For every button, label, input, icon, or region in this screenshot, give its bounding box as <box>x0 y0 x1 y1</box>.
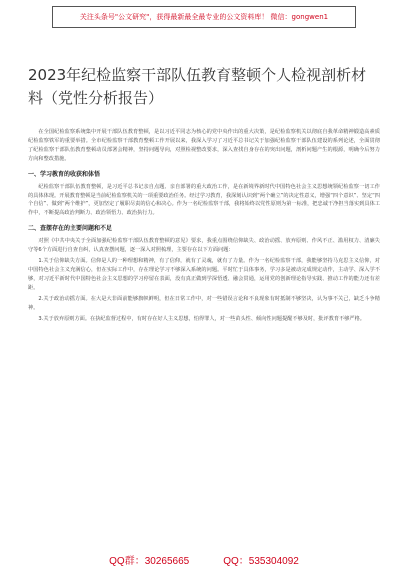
problem-item-faith: 1.关于信仰缺失方面。信仰是人的一种理想和精神，有了信仰，就有了灵魂，就有了力量。作为一名纪检监察干部，我能够坚持马克思主义信仰，对中国特色社会主义充满信心，但在实际工作中，存在理论学习不够深入系统的问题。平时忙于具体事务，学习多是被动完成规定动作，主动学、深入学不够，对习近平新时代中国特色社会主义思想的学习停留在表面，没有真正做到学深悟透、融会贯通，运用党的创新理论指导实践、推动工作的能力还有差距。 <box>28 258 380 291</box>
promo-banner <box>52 6 356 28</box>
document-title: 2023年纪检监察干部队伍教育整顿个人检视剖析材料（党性分析报告） <box>28 66 367 107</box>
problem-item-politics: 2.关于政治动摇方面。在大是大非面前能够旗帜鲜明，但在日常工作中，对一些错误言论和不良现象有时抵制不够坚决，认为事不关己，缺乏斗争精神。 <box>28 295 380 311</box>
contact-footer <box>0 552 408 566</box>
promo-banner-text: 关注头条号"公文研究"，获得最新最全最专业的公文资料库！ 微信：gongwen1 <box>79 13 329 21</box>
section-heading-study: 一、学习教育的收获和体悟 <box>28 170 101 178</box>
problem-item-principle: 3.关于放弃原则方面。在执纪监督过程中，有时存在好人主义思想，怕得罪人，对一些苗头性、倾向性问题提醒不够及时，批评教育不够严格。 <box>38 315 365 322</box>
document-body <box>28 128 380 538</box>
section-heading-problems: 二、查摆存在的主要问题和不足 <box>28 225 113 233</box>
qq-contact: QQ：535304092 <box>223 556 299 567</box>
study-paragraph: 纪检监察干部队伍教育整顿，是习近平总书记亲自点题、亲自部署的重大政治工作，是在新境界新时代中国特色社会主义思想统领纪检监察一切工作的具体体现。开展教育整顿是当前纪检监察机关的一项重要政治任务。经过学习教育，我深刻认识到“两个确立”的决定性意义，增强“四个意识”、坚定“四个自信”、做到“两个维护”，更加坚定了履职尽责的信心和决心。作为一名纪检监察干部，我将始终以党性原则为第一标准，把忠诚干净担当落实到具体工作中，不断提高政治判断力、政治领悟力、政治执行力。 <box>28 183 380 217</box>
intro-paragraph: 在全国纪检监察系统集中开展干部队伍教育整顿，是以习近平同志为核心的党中央作出的重大决策，是纪检监察机关以彻底自我革命精神锻造高素质纪检监察铁军的重要举措。全市纪检监察干部教育整顿工作开展以来，我深入学习了习近平总书记关于加强纪检监察干部队伍建设的系列论述，全面贯彻了纪检监察干部队伍教育整顿动员部署会精神，坚持问题导向，对照检视整改要求，深入查找自身存在的突出问题，剖析问题产生的根源，明确今后努力方向和整改措施。 <box>28 129 380 162</box>
problems-intro-paragraph: 对照《中共中央关于全面加强纪检监察干部队伍教育整顿的意见》要求，我重点围绕信仰缺失、政治动摇、放弃原则、作风不正、滥用权力、清廉失守等6个方面进行自查自纠，认真查摆问题，逐一深入对照梳理，主要存在以下方面问题： <box>28 238 380 254</box>
qq-group-contact: QQ群：30265665 <box>109 556 190 567</box>
